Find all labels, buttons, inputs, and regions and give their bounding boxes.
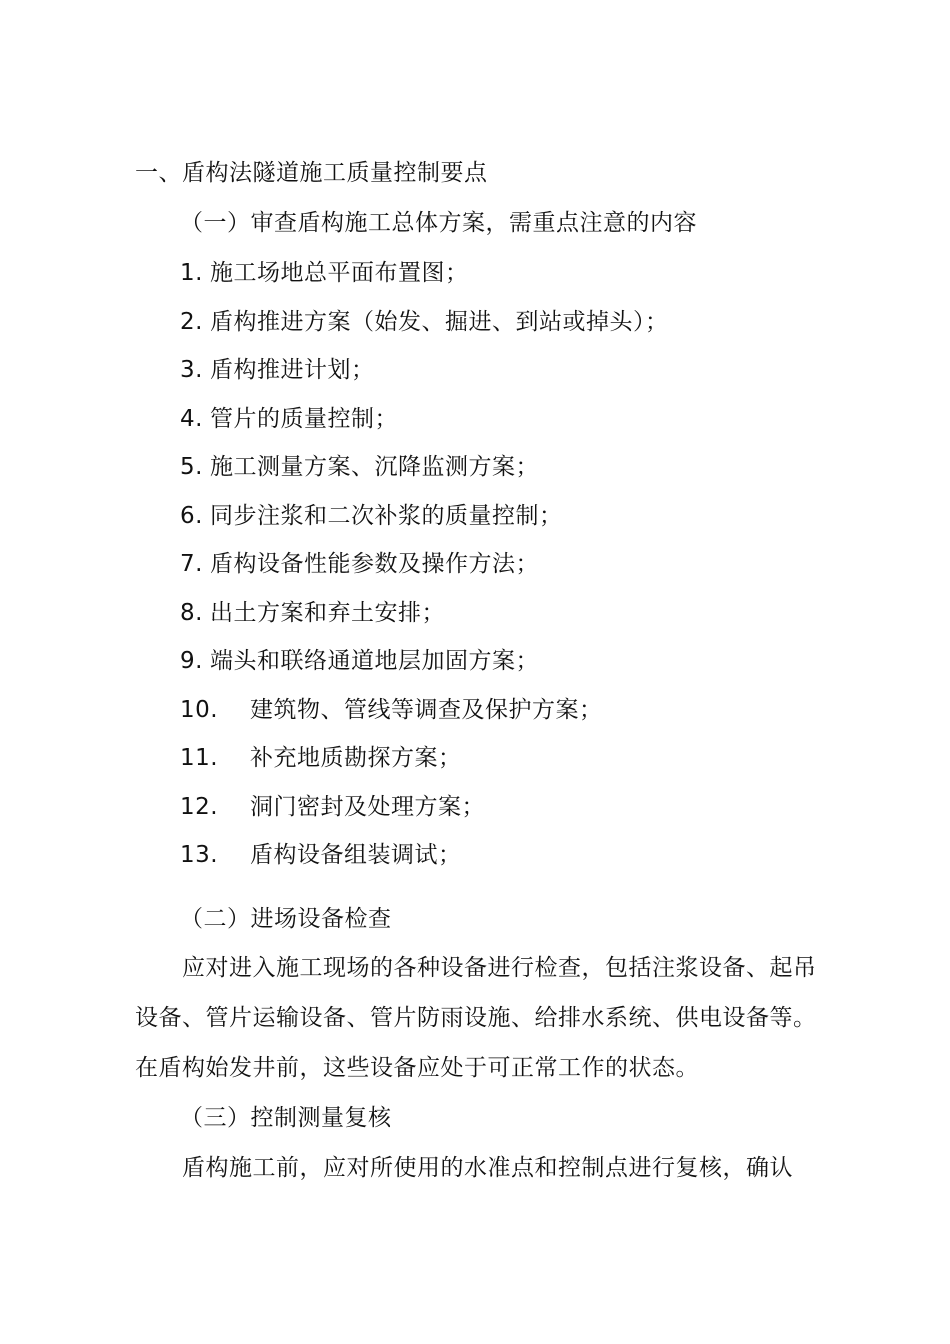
list-item-number: 8. [180, 600, 203, 626]
list-item-text: 施工场地总平面布置图； [210, 260, 469, 286]
list-item [180, 307, 669, 337]
list-item-text: 补充地质勘探方案； [250, 745, 462, 771]
list-item-number: 2. [180, 309, 203, 335]
paragraph-line: 在盾构始发井前，这些设备应处于可正常工作的状态。 [135, 1055, 699, 1081]
list-item-text: 盾构设备组装调试； [250, 842, 462, 868]
list-item-text: 盾构推进方案（始发、掘进、到站或掉头）； [210, 309, 669, 335]
list-item-text: 施工测量方案、沉降监测方案； [210, 454, 539, 480]
list-item-number: 6. [180, 503, 203, 529]
list-item-number: 7. [180, 551, 203, 577]
list-item-number: 11. [180, 745, 219, 771]
list-item [180, 549, 539, 579]
list-item [180, 840, 462, 870]
list-item-number: 3. [180, 357, 203, 383]
list-item-text: 管片的质量控制； [210, 406, 398, 432]
list-item-number: 4. [180, 406, 203, 432]
list-item [180, 501, 563, 531]
list-item [180, 258, 469, 288]
list-item-number: 12. [180, 794, 219, 820]
list-item-number: 1. [180, 260, 203, 286]
list-item-text: 同步注浆和二次补浆的质量控制； [210, 503, 563, 529]
list-item [180, 792, 485, 822]
paragraph-line: 设备、管片运输设备、管片防雨设施、给排水系统、供电设备等。 [135, 1005, 817, 1031]
section-3-title: （三）控制测量复核 [180, 1105, 392, 1131]
list-item-number: 13. [180, 842, 219, 868]
list-item-number: 9. [180, 648, 203, 674]
list-item [180, 355, 375, 385]
list-item-text: 盾构设备性能参数及操作方法； [210, 551, 539, 577]
paragraph-line: 盾构施工前，应对所使用的水准点和控制点进行复核，确认 [182, 1155, 793, 1181]
list-item-text: 洞门密封及处理方案； [250, 794, 485, 820]
list-item-text: 端头和联络通道地层加固方案； [210, 648, 539, 674]
list-item [180, 598, 445, 628]
list-item-text: 建筑物、管线等调查及保护方案； [250, 697, 603, 723]
list-item [180, 743, 462, 773]
section-1-title: （一）审查盾构施工总体方案，需重点注意的内容 [180, 210, 697, 236]
list-item-number: 5. [180, 454, 203, 480]
list-item [180, 452, 539, 482]
list-item-text: 出土方案和弃土安排； [210, 600, 445, 626]
list-item-text: 盾构推进计划； [210, 357, 375, 383]
paragraph-line: 应对进入施工现场的各种设备进行检查，包括注浆设备、起吊 [182, 955, 817, 981]
list-item [180, 646, 539, 676]
list-item [180, 404, 398, 434]
list-item-number: 10. [180, 697, 219, 723]
section-2-title: （二）进场设备检查 [180, 906, 392, 932]
main-heading: 一、盾构法隧道施工质量控制要点 [135, 160, 488, 186]
list-item [180, 695, 603, 725]
